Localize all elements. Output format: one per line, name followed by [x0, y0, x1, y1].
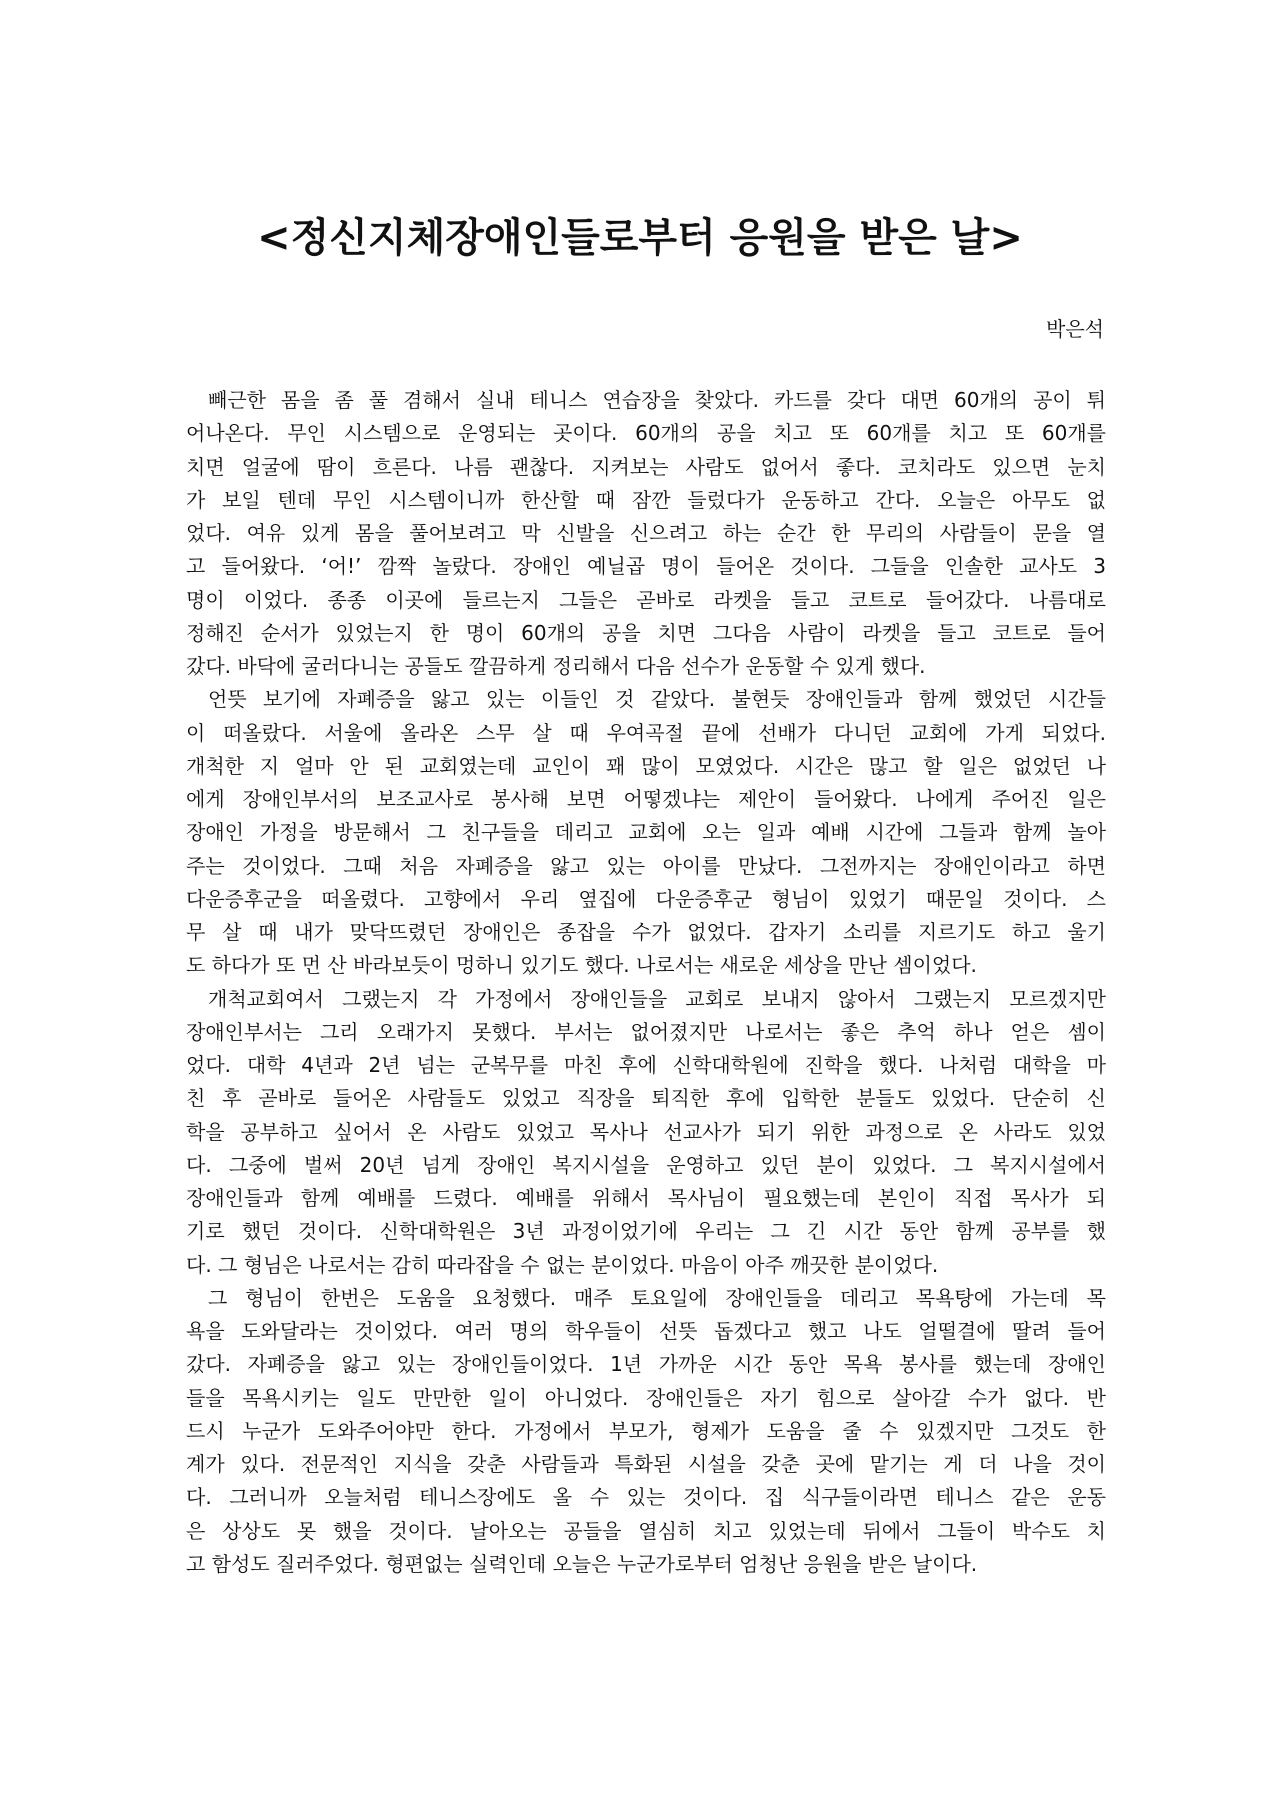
text-line: 빼근한 몸을 좀 풀 겸해서 실내 테니스 연습장을 찾았다. 카드를 갖다 대면 60개의 공이 튀 [208, 388, 1106, 412]
text-line: 어나온다. 무인 시스템으로 운영되는 곳이다. 60개의 공을 치고 또 60개를 치고 또 60개를 [186, 421, 1106, 446]
text-line: 갔다. 자폐증을 앓고 있는 장애인들이었다. 1년 가까운 시간 동안 목욕 봉사를 했는데 장애인 [186, 1352, 1106, 1377]
text-line: 계가 있다. 전문적인 지식을 갖춘 사람들과 특화된 시설을 갖춘 곳에 맡기는 게 더 나을 것이 [186, 1452, 1106, 1476]
document-body [186, 384, 1106, 1581]
text-line: 그 형님이 한번은 도움을 요청했다. 매주 토요일에 장애인들을 데리고 목욕탕에 가는데 목 [208, 1285, 1106, 1310]
text-line: 욕을 도와달라는 것이었다. 여러 명의 학우들이 선뜻 돕겠다고 했고 나도 얼떨결에 딸려 들어 [186, 1319, 1106, 1343]
text-line: 정해진 순서가 있었는지 한 명이 60개의 공을 치면 그다음 사람이 라켓을 들고 코트로 들어 [186, 620, 1106, 645]
text-line: 기로 했던 것이다. 신학대학원은 3년 과정이었기에 우리는 그 긴 시간 동안 함께 공부를 했 [186, 1219, 1106, 1244]
text-line: 언뜻 보기에 자폐증을 앓고 있는 이들인 것 같았다. 불현듯 장애인들과 함께 했었던 시간들 [208, 687, 1106, 712]
text-line: 개척교회여서 그랬는지 각 가정에서 장애인들을 교회로 보내지 않아서 그랬는지 모르겠지만 [208, 986, 1106, 1011]
paragraph [186, 384, 1106, 683]
text-line: 에게 장애인부서의 보조교사로 봉사해 보면 어떻겠냐는 제안이 들어왔다. 나에게 주어진 일은 [186, 787, 1106, 811]
text-line: 주는 것이었다. 그때 처음 자폐증을 앓고 있는 아이를 만났다. 그전까지는 장애인이라고 하면 [186, 853, 1106, 878]
paragraph [186, 983, 1106, 1282]
text-line: 다. 그 형님은 나로서는 감히 따라잡을 수 없는 분이었다. 마음이 아주 깨끗한 분이었다. [186, 1252, 939, 1277]
text-line: 친 후 곧바로 들어온 사람들도 있었고 직장을 퇴직한 후에 입학한 분들도 있었다. 단순히 신 [186, 1086, 1106, 1111]
text-line: 이 떠올랐다. 서울에 올라온 스무 살 때 우여곡절 끝에 선배가 다니던 교회에 가게 되었다. [186, 720, 1106, 745]
text-line: 명이 이었다. 종종 이곳에 들르는지 그들은 곧바로 라켓을 들고 코트로 들어갔다. 나름대로 [186, 587, 1106, 612]
text-line: 고 함성도 질러주었다. 형편없는 실력인데 오늘은 누군가로부터 엄청난 응원을 받은 날이다. [186, 1551, 978, 1576]
paragraph [186, 1282, 1106, 1581]
text-line: 들을 목욕시키는 일도 만만한 일이 아니었다. 장애인들은 자기 힘으로 살아갈 수가 없다. 반 [186, 1385, 1106, 1410]
text-line: 치면 얼굴에 땀이 흐른다. 나름 괜찮다. 지켜보는 사람도 없어서 좋다. 코치라도 있으면 눈치 [186, 454, 1106, 479]
text-line: 었다. 대학 4년과 2년 넘는 군복무를 마친 후에 신학대학원에 진학을 했다. 나처럼 대학을 마 [186, 1053, 1106, 1077]
text-line: 무 살 때 내가 맞닥뜨렸던 장애인은 종잡을 수가 없었다. 갑자기 소리를 지르기도 하고 울기 [186, 920, 1106, 944]
text-line: 장애인 가정을 방문해서 그 친구들을 데리고 교회에 오는 일과 예배 시간에 그들과 함께 놀아 [186, 820, 1106, 845]
text-line: 다. 그중에 벌써 20년 넘게 장애인 복지시설을 운영하고 있던 분이 있었다. 그 복지시설에서 [186, 1152, 1106, 1177]
text-line: 개척한 지 얼마 안 된 교회였는데 교인이 꽤 많이 모였었다. 시간은 많고 할 일은 없었던 나 [186, 753, 1106, 778]
paragraph [186, 683, 1106, 982]
text-line: 도 하다가 또 먼 산 바라보듯이 멍하니 있기도 했다. 나로서는 새로운 세상을 만난 셈이었다. [186, 953, 977, 978]
text-line: 드시 누군가 도와주어야만 한다. 가정에서 부모가, 형제가 도움을 줄 수 있겠지만 그것도 한 [186, 1418, 1106, 1443]
document-title: <정신지체장애인들로부터 응원을 받은 날> [257, 215, 1023, 261]
text-line: 고 들어왔다. ‘어!’ 깜짝 놀랐다. 장애인 예닐곱 명이 들어온 것이다. 그들을 인솔한 교사도 3 [186, 554, 1106, 579]
text-line: 장애인들과 함께 예배를 드렸다. 예배를 위해서 목사님이 필요했는데 본인이 직접 목사가 되 [186, 1186, 1106, 1210]
text-line: 갔다. 바닥에 굴러다니는 공들도 깔끔하게 정리해서 다음 선수가 운동할 수 있게 했다. [186, 654, 926, 678]
text-line: 장애인부서는 그리 오래가지 못했다. 부서는 없어졌지만 나로서는 좋은 추억 하나 얻은 셈이 [186, 1019, 1106, 1044]
text-line: 은 상상도 못 했을 것이다. 날아오는 공들을 열심히 치고 있었는데 뒤에서 그들이 박수도 치 [186, 1518, 1106, 1543]
text-line: 다운증후군을 떠올렸다. 고향에서 우리 옆집에 다운증후군 형님이 있었기 때문일 것이다. 스 [186, 886, 1106, 911]
text-line: 학을 공부하고 싶어서 온 사람도 있었고 목사나 선교사가 되기 위한 과정으로 온 사라도 있었 [186, 1119, 1106, 1144]
author-name: 박은석 [1046, 317, 1104, 341]
text-line: 가 보일 텐데 무인 시스템이니까 한산할 때 잠깐 들렀다가 운동하고 간다. 오늘은 아무도 없 [186, 487, 1106, 512]
text-line: 었다. 여유 있게 몸을 풀어보려고 막 신발을 신으려고 하는 순간 한 무리의 사람들이 문을 열 [186, 521, 1106, 545]
text-line: 다. 그러니까 오늘처럼 테니스장에도 올 수 있는 것이다. 집 식구들이라면 테니스 같은 운동 [186, 1485, 1106, 1510]
